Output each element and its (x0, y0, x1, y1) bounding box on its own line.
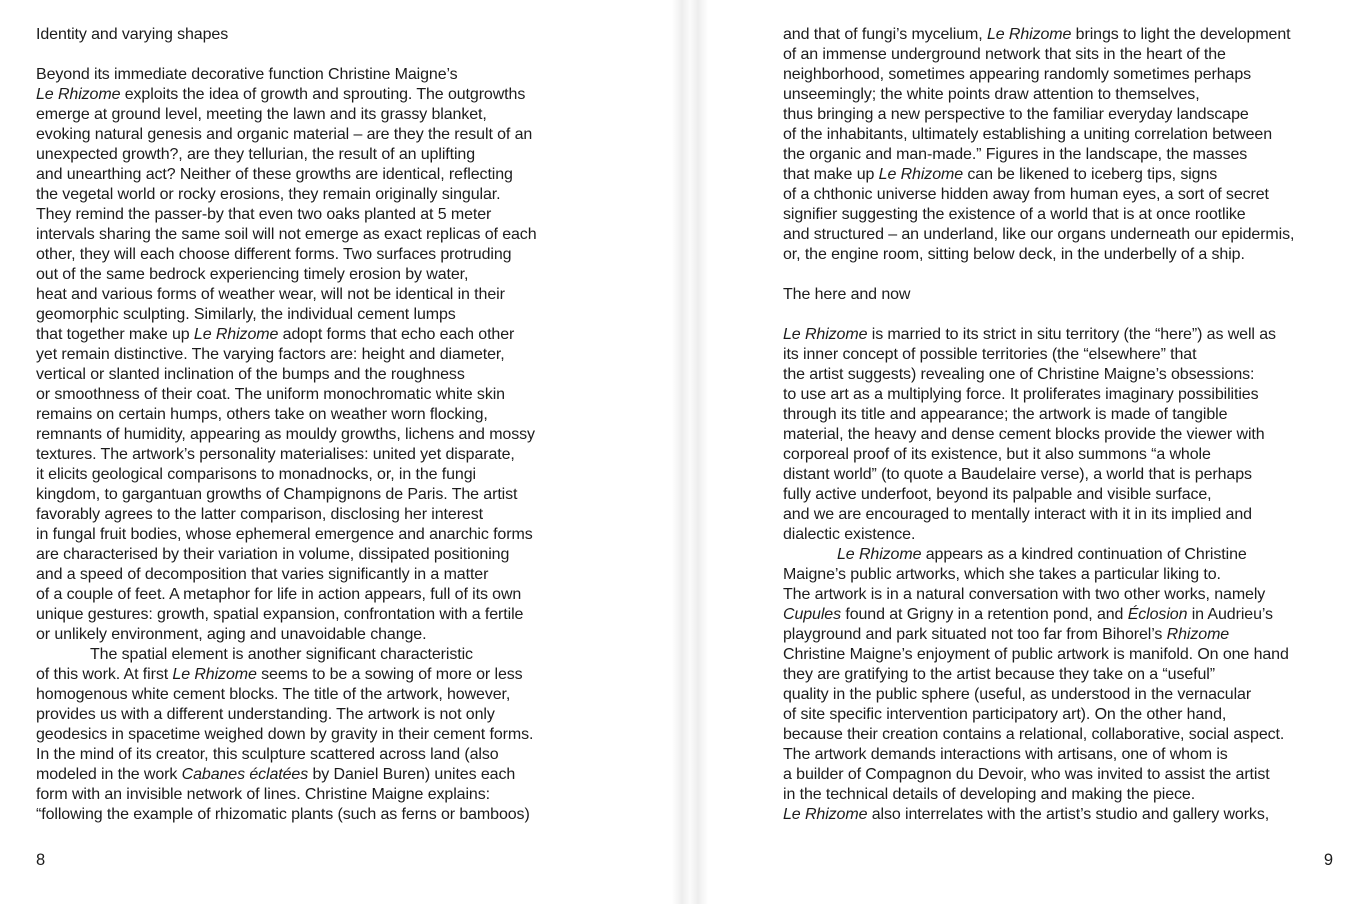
section-heading: Identity and varying shapes (36, 26, 229, 43)
text-line: its inner concept of possible territories (the “elsewhere” that (783, 346, 1197, 363)
text-line: or, the engine room, sitting below deck, in the underbelly of a ship. (783, 246, 1245, 263)
text-line: out of the same bedrock experiencing timely erosion by water, (36, 266, 469, 283)
text-line: they are gratifying to the artist because they take on a “useful” (783, 666, 1215, 683)
left-page-body (36, 25, 586, 825)
text-line: Cupules found at Grigny in a retention pond, and Éclosion in Audrieu’s (783, 606, 1273, 623)
text-line: kingdom, to gargantuan growths of Champignons de Paris. The artist (36, 486, 518, 503)
text-line: Le Rhizome appears as a kindred continuation of Christine (837, 546, 1247, 563)
text-line: modeled in the work Cabanes éclatées by Daniel Buren) unites each (36, 766, 516, 783)
text-line: Beyond its immediate decorative function Christine Maigne’s (36, 66, 458, 83)
text-line: emerge at ground level, meeting the lawn and its grassy blanket, (36, 106, 487, 123)
text-line: The artwork is in a natural conversation with two other works, namely (783, 586, 1266, 603)
text-line: or smoothness of their coat. The uniform monochromatic white skin (36, 386, 505, 403)
text-line: In the mind of its creator, this sculpture scattered across land (also (36, 746, 499, 763)
text-line: it elicits geological comparisons to monadnocks, or, in the fungi (36, 466, 476, 483)
text-line: remnants of humidity, appearing as mouldy growths, lichens and mossy (36, 426, 535, 443)
text-line: material, the heavy and dense cement blocks provide the viewer with (783, 426, 1265, 443)
text-line: to use art as a multiplying force. It proliferates imaginary possibilities (783, 386, 1259, 403)
text-line: and we are encouraged to mentally interact with it in its implied and (783, 506, 1252, 523)
text-line: textures. The artwork’s personality materialises: united yet disparate, (36, 446, 515, 463)
text-line: “following the example of rhizomatic plants (such as ferns or bamboos) (36, 806, 530, 823)
text-line: provides us with a different understanding. The artwork is not only (36, 706, 495, 723)
text-line: intervals sharing the same soil will not emerge as exact replicas of each (36, 226, 537, 243)
text-line: of a chthonic universe hidden away from human eyes, a sort of secret (783, 186, 1269, 203)
text-line: Maigne’s public artworks, which she takes a particular liking to. (783, 566, 1221, 583)
text-line: and that of fungi’s mycelium, Le Rhizome brings to light the development (783, 26, 1291, 43)
text-line: remains on certain humps, others take on weather worn flocking, (36, 406, 488, 423)
text-line: geomorphic sculpting. Similarly, the individual cement lumps (36, 306, 456, 323)
paragraph (783, 325, 1333, 545)
text-line: in fungal fruit bodies, whose ephemeral emergence and anarchic forms (36, 526, 533, 543)
text-line: that make up Le Rhizome can be likened to iceberg tips, signs (783, 166, 1218, 183)
text-line: of a couple of feet. A metaphor for life in action appears, full of its own (36, 586, 522, 603)
text-line: of site specific intervention participatory art). On the other hand, (783, 706, 1227, 723)
text-line: The artwork demands interactions with artisans, one of whom is (783, 746, 1228, 763)
paragraph (36, 645, 586, 825)
right-page-body (783, 25, 1333, 825)
text-line: evoking natural genesis and organic material – are they the result of an (36, 126, 533, 143)
text-line: yet remain distinctive. The varying factors are: height and diameter, (36, 346, 505, 363)
text-line: Le Rhizome is married to its strict in situ territory (the “here”) as well as (783, 326, 1276, 343)
page-left (36, 0, 586, 904)
text-line: vertical or slanted inclination of the bumps and the roughness (36, 366, 465, 383)
text-line: and unearthing act? Neither of these growths are identical, reflecting (36, 166, 513, 183)
text-line: unique gestures: growth, spatial expansion, confrontation with a fertile (36, 606, 524, 623)
text-line: of an immense underground network that sits in the heart of the (783, 46, 1226, 63)
text-line: homogenous white cement blocks. The title of the artwork, however, (36, 686, 511, 703)
text-line: a builder of Compagnon du Devoir, who was invited to assist the artist (783, 766, 1270, 783)
text-line: through its title and appearance; the artwork is made of tangible (783, 406, 1228, 423)
text-line: or unlikely environment, aging and unavoidable change. (36, 626, 427, 643)
right-page-number: 9 (1323, 851, 1333, 869)
text-line: unexpected growth?, are they tellurian, the result of an uplifting (36, 146, 476, 163)
text-line: other, they will each choose different forms. Two surfaces protruding (36, 246, 512, 263)
page-gutter (672, 0, 708, 904)
text-line: are characterised by their variation in volume, dissipated positioning (36, 546, 510, 563)
text-line: of the inhabitants, ultimately establishing a uniting correlation between (783, 126, 1273, 143)
text-line: quality in the public sphere (useful, as understood in the vernacular (783, 686, 1252, 703)
text-line: heat and various forms of weather wear, will not be identical in their (36, 286, 505, 303)
text-line: the vegetal world or rocky erosions, they remain originally singular. (36, 186, 501, 203)
text-line: in the technical details of developing and making the piece. (783, 786, 1196, 803)
text-line: Le Rhizome also interrelates with the artist’s studio and gallery works, (783, 806, 1270, 823)
text-line: that together make up Le Rhizome adopt forms that echo each other (36, 326, 515, 343)
text-line: fully active underfoot, beyond its palpable and visible surface, (783, 486, 1212, 503)
text-line: and structured – an underland, like our organs underneath our epidermis, (783, 226, 1295, 243)
paragraph (783, 545, 1333, 825)
text-line: of this work. At first Le Rhizome seems to be a sowing of more or less (36, 666, 523, 683)
text-line: playground and park situated not too far from Bihorel’s Rhizome (783, 626, 1230, 643)
paragraph (36, 65, 586, 645)
text-line: because their creation contains a relational, collaborative, social aspect. (783, 726, 1285, 743)
paragraph (783, 25, 1333, 265)
text-line: unseemingly; the white points draw attention to themselves, (783, 86, 1200, 103)
text-line: Le Rhizome exploits the idea of growth and sprouting. The outgrowths (36, 86, 526, 103)
text-line: thus bringing a new perspective to the familiar everyday landscape (783, 106, 1249, 123)
text-line: The spatial element is another significant characteristic (90, 646, 473, 663)
text-line: Christine Maigne’s enjoyment of public artwork is manifold. On one hand (783, 646, 1289, 663)
page-right (783, 0, 1333, 904)
text-line: geodesics in spacetime weighed down by gravity in their cement forms. (36, 726, 534, 743)
text-line: the artist suggests) revealing one of Christine Maigne’s obsessions: (783, 366, 1255, 383)
section-heading: The here and now (783, 286, 911, 303)
text-line: distant world” (to quote a Baudelaire verse), a world that is perhaps (783, 466, 1252, 483)
text-line: They remind the passer-by that even two oaks planted at 5 meter (36, 206, 492, 223)
text-line: favorably agrees to the latter comparison, disclosing her interest (36, 506, 483, 523)
text-line: form with an invisible network of lines. Christine Maigne explains: (36, 786, 490, 803)
text-line: and a speed of decomposition that varies significantly in a matter (36, 566, 489, 583)
text-line: dialectic existence. (783, 526, 916, 543)
text-line: the organic and man-made.” Figures in the landscape, the masses (783, 146, 1248, 163)
text-line: neighborhood, sometimes appearing randomly sometimes perhaps (783, 66, 1252, 83)
text-line: signifier suggesting the existence of a world that is at once rootlike (783, 206, 1246, 223)
text-line: corporeal proof of its existence, but it also summons “a whole (783, 446, 1211, 463)
left-page-number: 8 (36, 851, 46, 869)
